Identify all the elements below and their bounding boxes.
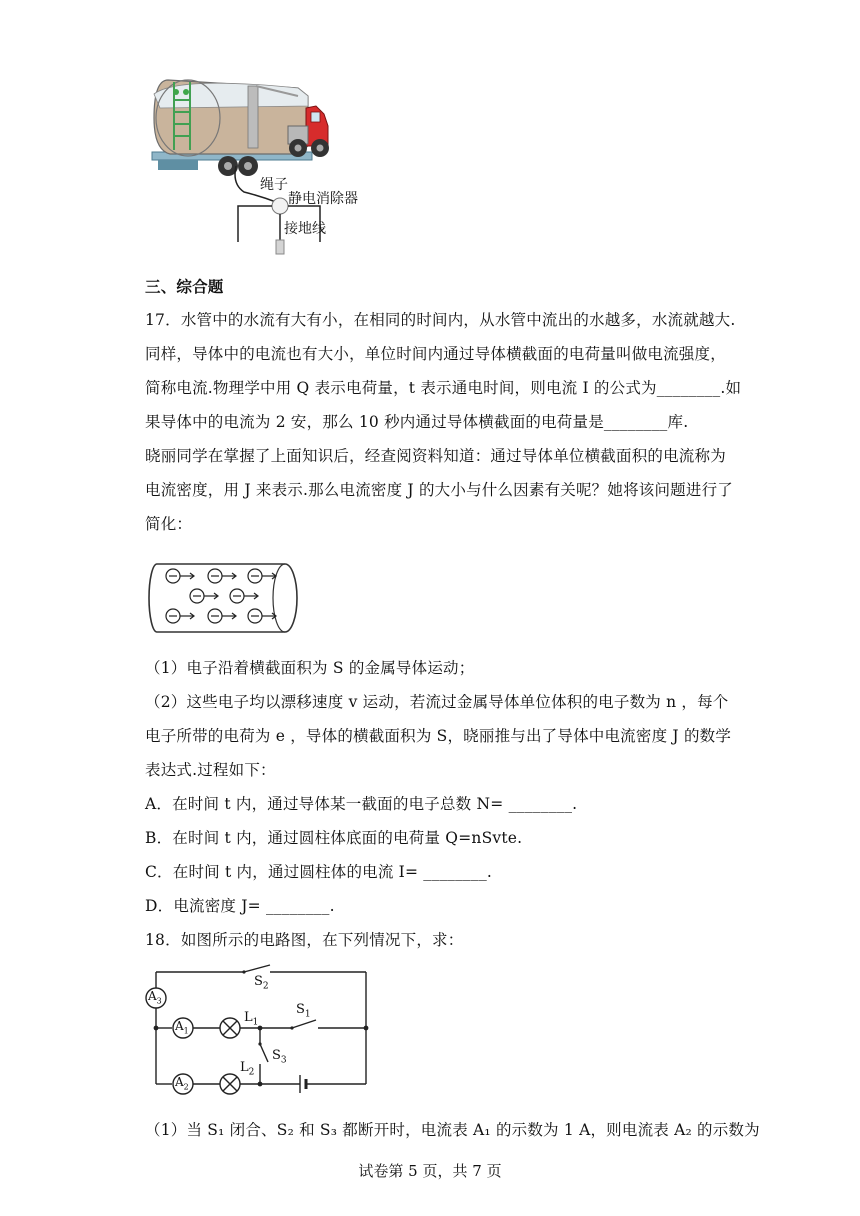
q18-part-1: （1）当 S₁ 闭合、S₂ 和 S₃ 都断开时，电流表 A₁ 的示数为 1 A，则电流表 A₂ 的示数为 (145, 1121, 760, 1139)
q17-line-2: 同样，导体中的电流也有大小，单位时间内通过导体横截面的电荷量叫做电流强度， (145, 345, 726, 363)
lamp-l1-label: $L_1$ (244, 1010, 259, 1028)
q17-sub-3: 电子所带的电荷为 e ，导体的横截面积为 S，晓丽推与出了导体中电流密度 J 的数学 (145, 727, 732, 745)
q18-title: 18．如图所示的电路图，在下列情况下，求： (145, 931, 464, 949)
q17-sub-4: 表达式.过程如下： (145, 761, 276, 779)
q17-line-3: 简称电流.物理学中用 Q 表示电荷量，t 表示通电时间，则电流 I 的公式为________.如 (145, 379, 742, 397)
switch-s3-label: $S_3$ (272, 1048, 287, 1066)
switch-s1-label: $S_1$ (296, 1002, 311, 1020)
rope-label: 绳子 (260, 177, 288, 193)
q17-line-6: 电流密度，用 J 来表示.那么电流密度 J 的大小与什么因素有关呢？她将该问题进行了 (145, 481, 733, 499)
q17-line-4: 果导体中的电流为 2 安，那么 10 秒内通过导体横截面的电荷量是________库. (145, 413, 689, 431)
conductor-figure (145, 558, 305, 638)
q17-step-c: C．在时间 t 内，通过圆柱体的电流 I= ________. (145, 863, 493, 881)
lamp-l2-label: $L_2$ (240, 1060, 255, 1078)
ammeter-a1-label: $A_1$ (175, 1019, 189, 1036)
section-heading: 三、综合题 (145, 278, 224, 296)
circuit-diagram (140, 962, 380, 1097)
truck-illustration (148, 66, 378, 261)
tanker-truck-figure (148, 66, 378, 261)
q17-sub-2: （2）这些电子均以漂移速度 v 运动，若流过金属导体单位体积的电子数为 n ，每个 (145, 693, 729, 711)
ground-wire-label: 接地线 (284, 221, 326, 237)
ammeter-a3-label: $A_3$ (148, 989, 162, 1006)
q17-step-a: A．在时间 t 内，通过导体某一截面的电子总数 N= ________. (145, 795, 578, 813)
q17-line-1: 17．水管中的水流有大有小，在相同的时间内，从水管中流出的水越多，水流就越大. (145, 311, 736, 329)
ammeter-a2-label: $A_2$ (175, 1075, 189, 1092)
eliminator-label: 静电消除器 (288, 191, 358, 207)
q17-line-7: 简化： (145, 515, 193, 533)
page-footer: 试卷第 5 页，共 7 页 (358, 1162, 502, 1180)
q17-step-b: B．在时间 t 内，通过圆柱体底面的电荷量 Q=nSvte. (145, 829, 523, 847)
q17-step-d: D．电流密度 J= ________. (145, 897, 335, 915)
switch-s2-label: $S_2$ (254, 974, 269, 992)
q17-line-5: 晓丽同学在掌握了上面知识后，经查阅资料知道：通过导体单位横截面积的电流称为 (145, 447, 726, 465)
q17-sub-1: （1）电子沿着横截面积为 S 的金属导体运动； (145, 659, 475, 677)
electron-icons (166, 569, 276, 623)
